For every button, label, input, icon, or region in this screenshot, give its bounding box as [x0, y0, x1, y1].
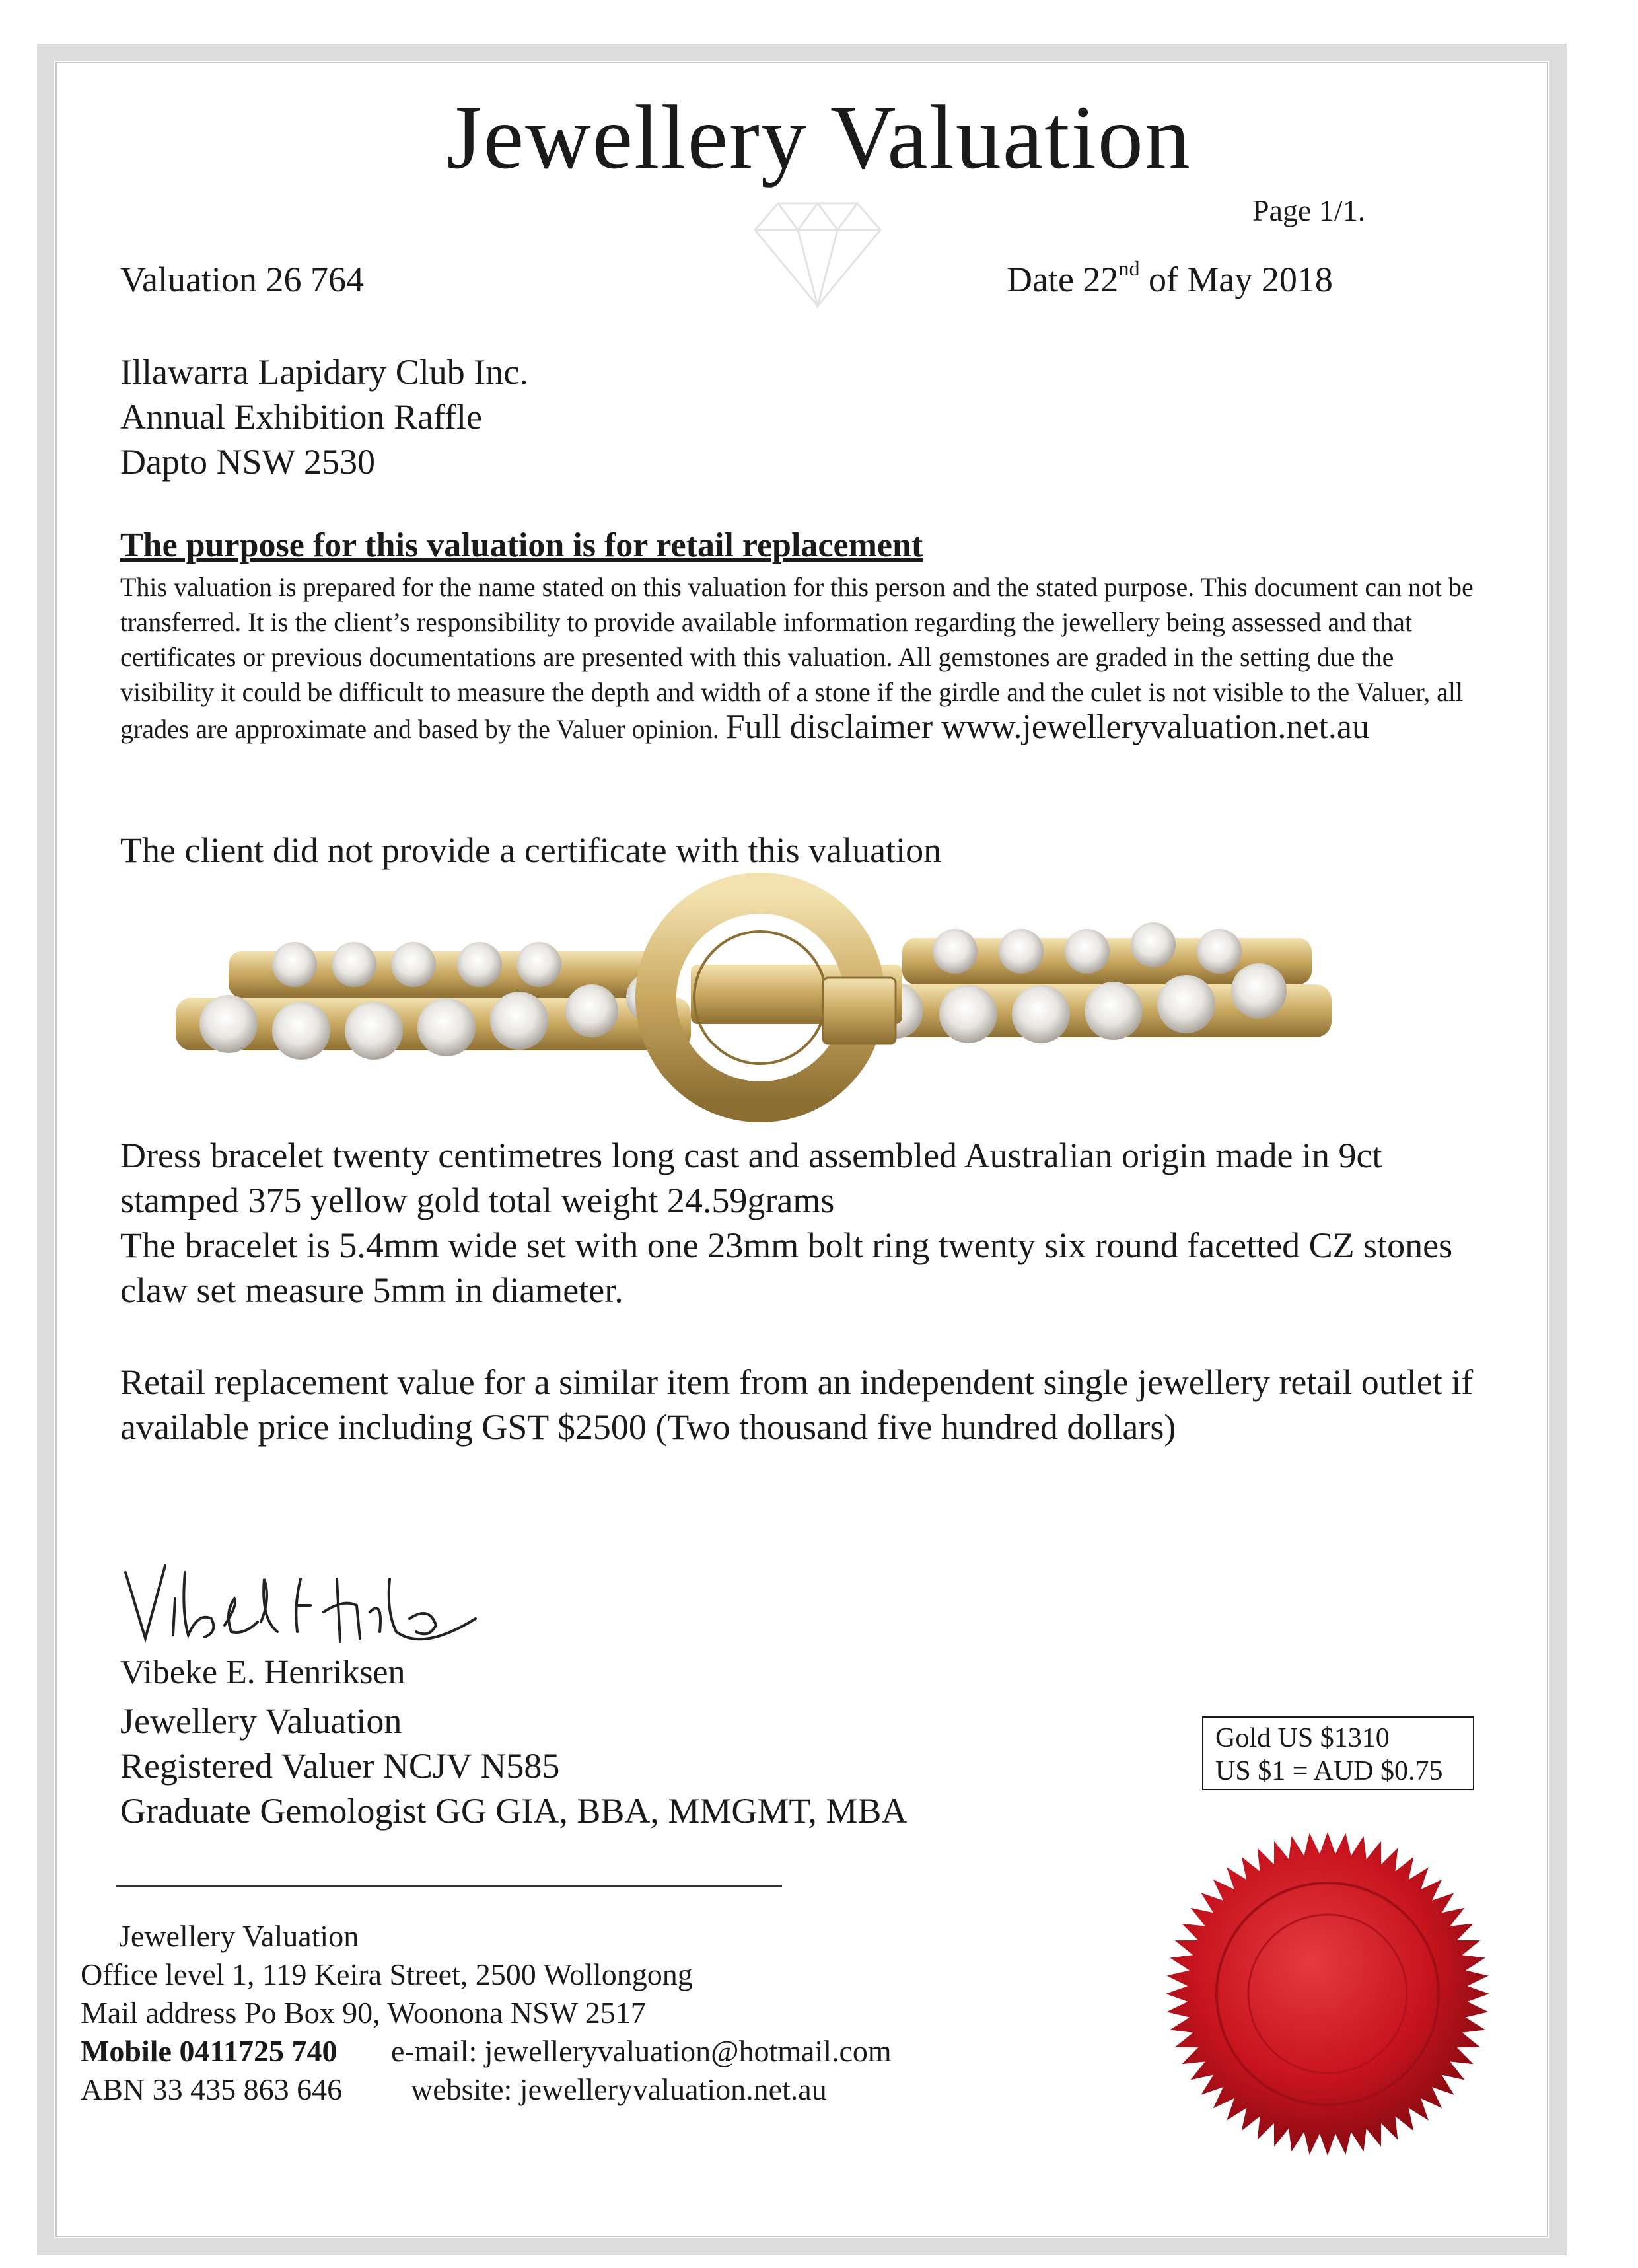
replacement-value-text: Retail replacement value for a similar item from an independent single jewellery retail outlet if available price including GST $2500 (Two thousand five hundred dollars)	[120, 1362, 1474, 1447]
valuation-date	[1007, 256, 1333, 300]
valuation-number: Valuation 26 764	[120, 260, 364, 299]
date-ordinal: nd	[1118, 256, 1140, 280]
diamond-watermark-icon	[752, 190, 884, 309]
signatory-qualifications: Graduate Gemologist GG GIA, BBA, MMGMT, MBA	[120, 1791, 908, 1831]
certificate-note: The client did not provide a certificate with this valuation	[120, 830, 942, 870]
signatory-registration: Registered Valuer NCJV N585	[120, 1746, 560, 1786]
footer-mail: Mail address Po Box 90, Woonona NSW 2517	[81, 1996, 646, 2030]
footer-abn: ABN 33 435 863 646	[81, 2072, 343, 2106]
gold-price-box	[1202, 1716, 1474, 1790]
exchange-rate: US $1 = AUD $0.75	[1215, 1756, 1443, 1786]
footer-company: Jewellery Valuation	[119, 1919, 359, 1953]
date-suffix: of May 2018	[1139, 260, 1333, 299]
signatory-name: Vibeke E. Henriksen	[120, 1654, 406, 1691]
client-address: Dapto NSW 2530	[120, 442, 375, 482]
disclaimer-body: This valuation is prepared for the name stated on this valuation for this person and the stated purpose. This document can not be transferred. It is the client’s responsibility to provide available information regarding the jewellery being assessed and that certificates or previous documentations are presented with this valuation. All gemstones are graded in the setting due the visibility it could be difficult to measure the depth and width of a stone if the girdle and the culet is not visible to the Valuer, all grades are approximate and based by the Valuer opinion.	[120, 572, 1474, 744]
gold-price: Gold US $1310	[1215, 1723, 1390, 1753]
handwritten-signature	[119, 1559, 489, 1658]
footer-website[interactable]: website: jewelleryvaluation.net.au	[411, 2072, 827, 2106]
purpose-heading: The purpose for this valuation is for retail replacement	[120, 527, 923, 564]
signatory-company: Jewellery Valuation	[120, 1701, 402, 1741]
description-paragraph-1: Dress bracelet twenty centimetres long cast and assembled Australian origin made in 9ct stamped 375 yellow gold total weight 24.59grams	[120, 1136, 1382, 1220]
client-name: Illawarra Lapidary Club Inc.	[120, 352, 528, 392]
disclaimer-text	[120, 569, 1481, 747]
date-prefix: Date 22	[1007, 260, 1119, 299]
footer-email[interactable]: e-mail: jewelleryvaluation@hotmail.com	[391, 2034, 892, 2068]
full-disclaimer-link[interactable]: Full disclaimer www.jewelleryvaluation.net.au	[725, 708, 1369, 746]
red-wax-seal-icon	[1162, 1829, 1493, 2159]
page-number: Page 1/1.	[1252, 194, 1366, 227]
footer-divider	[116, 1885, 782, 1887]
description-paragraph-2: The bracelet is 5.4mm wide set with one 23mm bolt ring twenty six round facetted CZ stones claw set measure 5mm in diameter.	[120, 1225, 1453, 1310]
document-title: Jewellery Valuation	[446, 87, 1192, 188]
footer-mobile: Mobile 0411725 740	[81, 2034, 338, 2068]
client-event: Annual Exhibition Raffle	[120, 397, 482, 437]
bracelet-photo	[149, 865, 1365, 1150]
footer-office: Office level 1, 119 Keira Street, 2500 Wollongong	[81, 1957, 693, 1991]
